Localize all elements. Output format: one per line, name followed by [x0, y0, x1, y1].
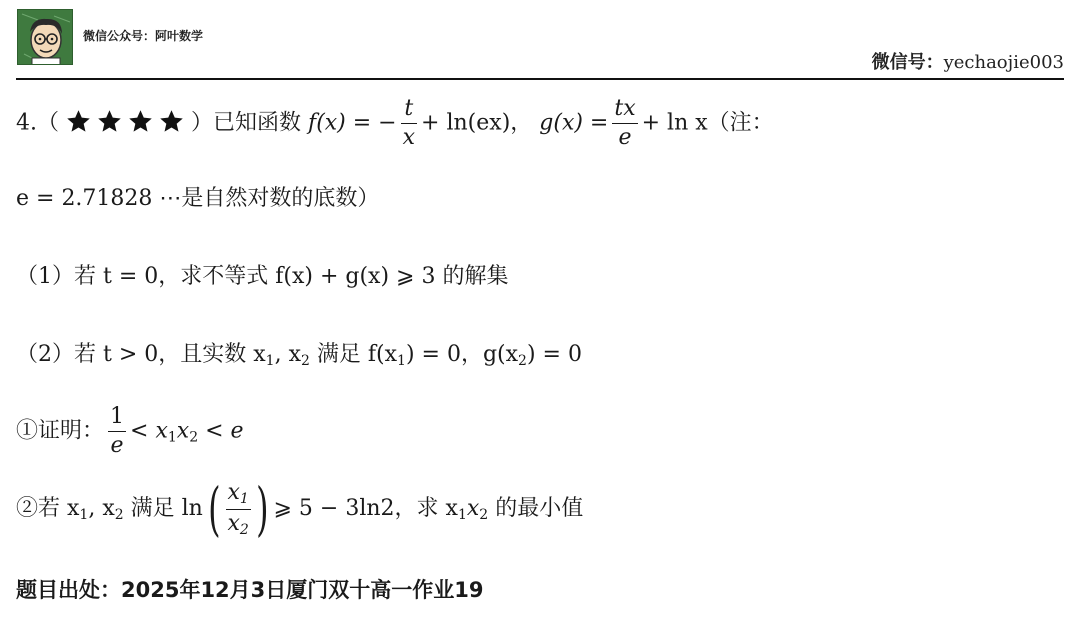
star-icon [65, 108, 92, 135]
star-icon [127, 108, 154, 135]
sub-question-2: ②若 $x_1$, $x_2$ 满足 ln( $\frac{x_1}{x_2}$ ) ⩾ 5 − 3ln2，求 $x_1x_2$ 的最小值 [16, 475, 584, 543]
star-icon [96, 108, 123, 135]
header-divider [16, 78, 1064, 80]
sub-question-1: ①证明： $\frac{1}{e}$ < $x_1x_2 < e$ [16, 404, 244, 458]
wechat-id-value: yechaojie003 [943, 52, 1064, 73]
f-definition: f(x) = − [308, 110, 397, 136]
wechat-id [872, 48, 1064, 74]
problem-number: 4. [16, 110, 37, 136]
page-header [0, 0, 1080, 80]
wechat-account-name: 微信公众号：阿叶数学 [83, 29, 204, 43]
fraction-tx-over-e: $\frac{tx}{e}$ [614, 96, 636, 150]
avatar [17, 9, 73, 65]
star-icon [158, 108, 185, 135]
fraction-1-over-e: $\frac{1}{e}$ [110, 404, 125, 458]
problem-source: 题目出处：2025年12月3日厦门双十高一作业19 [16, 578, 484, 602]
part-1: （1）若 t = 0，求不等式 f(x) + g(x) ⩾ 3 的解集 [16, 264, 509, 289]
fraction-x1-over-x2: $\frac{x_1}{x_2}$ [227, 479, 249, 538]
g-definition: g(x) = [539, 110, 609, 136]
difficulty-stars [63, 108, 187, 135]
problem-statement-line1: 4.（ ）已知函数 f(x) = − $\frac{t}{x}$ + ln(ex)， g(x) = $\frac{tx}{e}$ + ln x（注： [16, 96, 774, 150]
wechat-id-label: 微信号： [871, 52, 944, 73]
fraction-t-over-x: $\frac{t}{x}$ [402, 96, 416, 150]
problem-statement-line2: e = 2.71828 ⋯是自然对数的底数） [16, 186, 380, 211]
cartoon-teacher-icon [18, 10, 73, 65]
part-2: （2）若 t > 0，且实数 $x_1$, $x_2$ 满足 $f(x_1) = 0$，$g(x_2) = 0$ [16, 342, 582, 369]
